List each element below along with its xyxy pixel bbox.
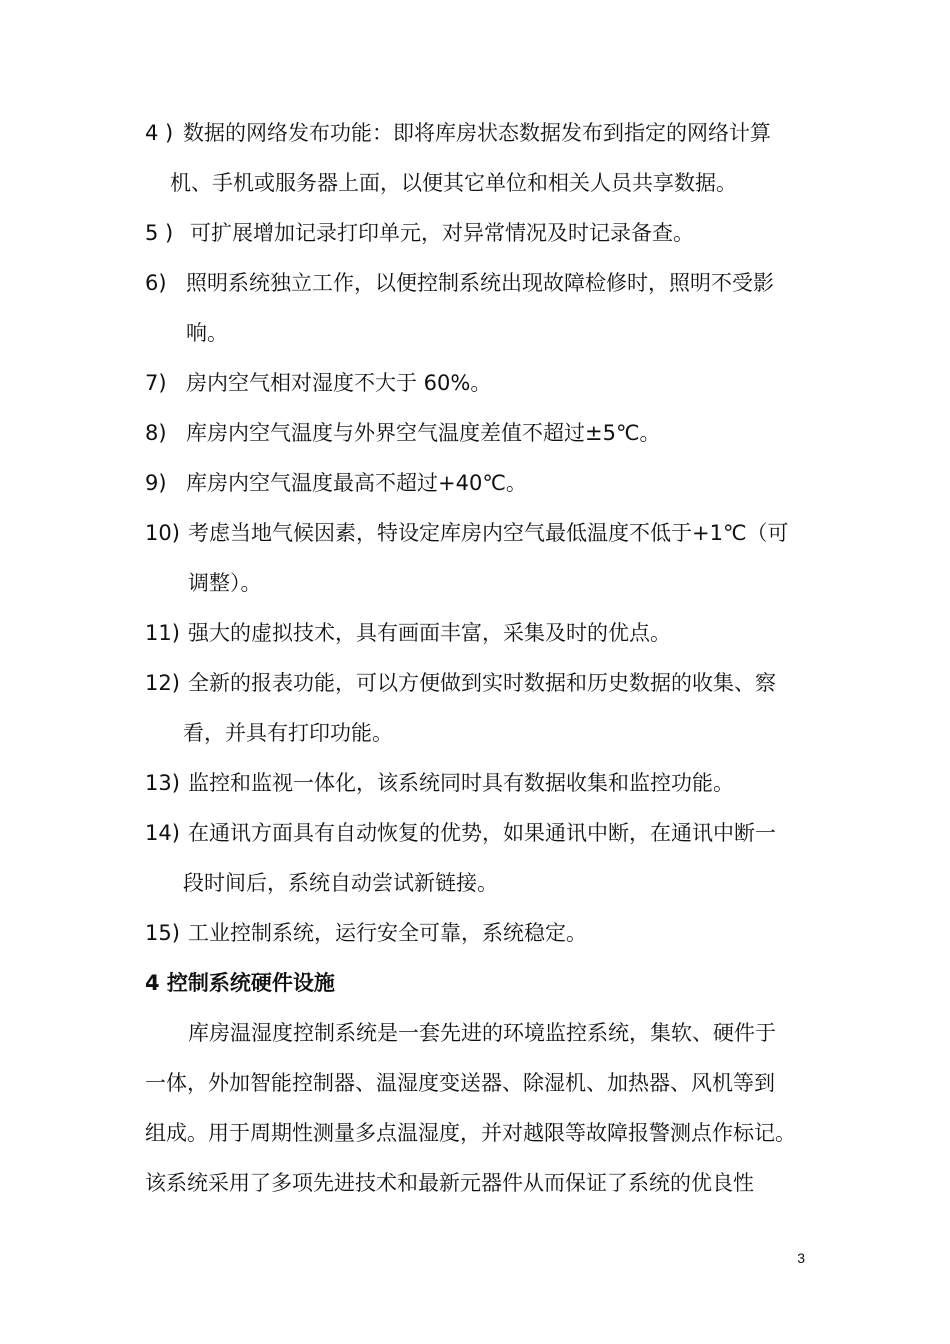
- list-item-text: 工业控制系统，运行安全可靠，系统稳定。: [188, 921, 587, 945]
- list-item-text: 照明系统独立工作，以便控制系统出现故障检修时，照明不受影: [186, 271, 774, 295]
- list-item-number: 11): [145, 621, 180, 645]
- paragraph-text: 组成。用于周期性测量多点温湿度，并对越限等故障报警测点作标记。: [145, 1121, 796, 1145]
- list-item-number: 5 ): [145, 221, 174, 245]
- list-item-number: 7): [145, 371, 167, 395]
- list-item-text: 段时间后，系统自动尝试新链接。: [183, 871, 498, 895]
- page-number: 3: [797, 1250, 805, 1266]
- list-item-number: 8): [145, 421, 167, 445]
- list-item-number: 13): [145, 771, 180, 795]
- list-item-text: 库房内空气温度与外界空气温度差值不超过±5℃。: [186, 421, 661, 445]
- list-item-text: 全新的报表功能，可以方便做到实时数据和历史数据的收集、察: [188, 671, 776, 695]
- list-item-text: 响。: [186, 321, 228, 345]
- list-item-number: 14): [145, 821, 180, 845]
- section-heading-text: 4 控制系统硬件设施: [145, 971, 335, 995]
- list-item-number: 9): [145, 471, 167, 495]
- paragraph-text: 该系统采用了多项先进技术和最新元器件从而保证了系统的优良性: [145, 1171, 754, 1195]
- list-item-text: 调整）。: [188, 571, 262, 595]
- list-item-number: 10): [145, 521, 180, 545]
- paragraph-text: 库房温湿度控制系统是一套先进的环境监控系统，集软、硬件于: [188, 1021, 776, 1045]
- list-item-number: 12): [145, 671, 180, 695]
- list-item-number: 6): [145, 271, 167, 295]
- list-item-text: 机、手机或服务器上面，以便其它单位和相关人员共享数据。: [170, 171, 737, 195]
- list-item-text: 可扩展增加记录打印单元，对异常情况及时记录备查。: [190, 221, 694, 245]
- list-item-text: 强大的虚拟技术，具有画面丰富，采集及时的优点。: [188, 621, 671, 645]
- list-item-number: 4 ): [145, 121, 174, 145]
- list-item-text: 考虑当地气候因素，特设定库房内空气最低温度不低于+1℃（可: [188, 521, 789, 545]
- list-item-text: 数据的网络发布功能：即将库房状态数据发布到指定的网络计算: [183, 121, 771, 145]
- list-item-text: 监控和监视一体化，该系统同时具有数据收集和监控功能。: [188, 771, 734, 795]
- list-item-text: 看，并具有打印功能。: [183, 721, 393, 745]
- list-item-number: 15): [145, 921, 180, 945]
- paragraph-text: 一体，外加智能控制器、温湿度变送器、除湿机、加热器、风机等到: [145, 1071, 775, 1095]
- list-item-text: 在通讯方面具有自动恢复的优势，如果通讯中断，在通讯中断一: [188, 821, 776, 845]
- list-item-text: 房内空气相对湿度不大于 60%。: [186, 371, 492, 395]
- list-item-text: 库房内空气温度最高不超过+40℃。: [186, 471, 527, 495]
